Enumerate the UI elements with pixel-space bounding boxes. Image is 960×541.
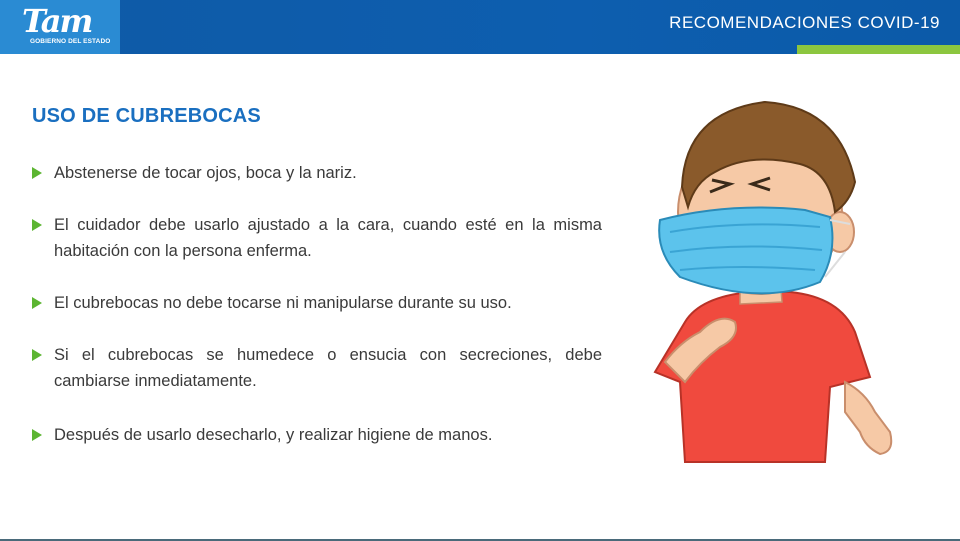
triangle-right-icon	[32, 167, 42, 179]
list-item	[32, 160, 357, 186]
logo-subtitle: GOBIERNO DEL ESTADO	[30, 38, 111, 45]
accent-bar	[797, 45, 960, 54]
section-title: USO DE CUBREBOCAS	[32, 105, 261, 127]
child-with-face-mask-illustration	[640, 92, 900, 472]
list-item-text: El cuidador debe usarlo ajustado a la cara, cuando esté en la misma habitación con la persona enferma.	[54, 216, 602, 260]
triangle-right-icon	[32, 297, 42, 309]
logo-text: Tam	[22, 2, 92, 40]
triangle-right-icon	[32, 429, 42, 441]
list-item-text: Después de usarlo desecharlo, y realizar higiene de manos.	[54, 426, 493, 444]
list-item	[32, 212, 602, 264]
list-item-text: Si el cubrebocas se humedece o ensucia con secreciones, debe cambiarse inmediatamente.	[54, 346, 602, 390]
header-title: RECOMENDACIONES COVID-19	[669, 13, 940, 32]
triangle-right-icon	[32, 219, 42, 231]
logo[interactable]	[0, 0, 120, 54]
list-item	[32, 342, 602, 394]
list-item-text: El cubrebocas no debe tocarse ni manipularse durante su uso.	[54, 294, 512, 312]
list-item-text: Abstenerse de tocar ojos, boca y la nariz.	[54, 164, 357, 182]
triangle-right-icon	[32, 349, 42, 361]
list-item	[32, 290, 512, 316]
list-item	[32, 422, 492, 448]
